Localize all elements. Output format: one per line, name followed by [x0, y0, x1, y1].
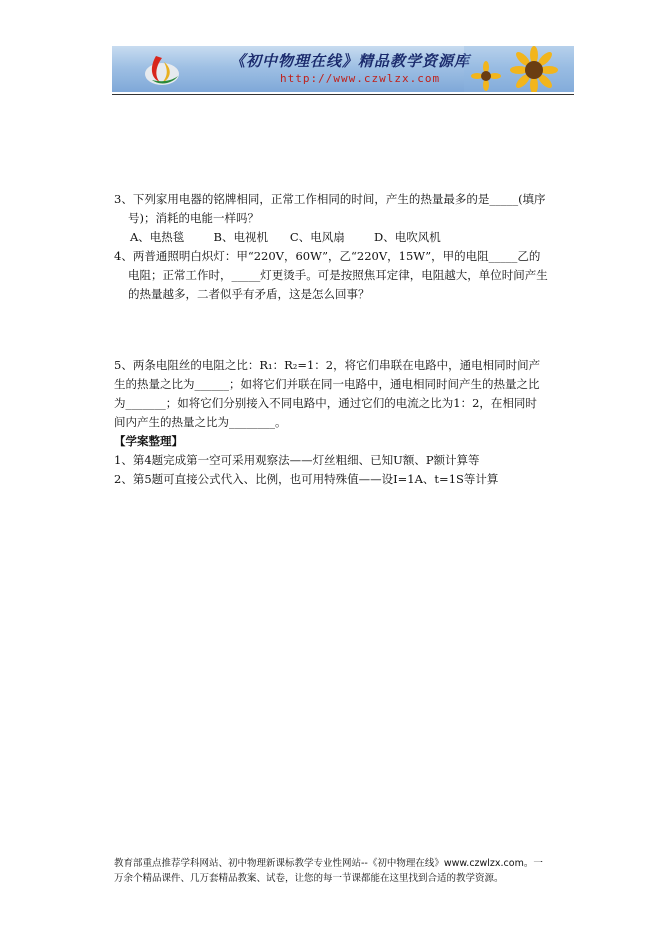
page-footer [114, 856, 554, 886]
question-4-line-1: 4、两普通照明白炽灯：甲“220V，60W”，乙“220V，15W”，甲的电阻_____乙的 [114, 249, 541, 263]
question-5-line-3: 为_______；如将它们分别接入不同电路中，通过它们的电流之比为1：2，在相同时 [114, 396, 537, 410]
worksheet-content [114, 190, 554, 489]
question-5-line-2: 生的热量之比为______；如将它们并联在同一电路中，通电相同时间产生的热量之比 [114, 377, 540, 391]
sunflower-icon [464, 46, 574, 92]
banner-title: 《初中物理在线》精品教学资源库 [230, 52, 471, 70]
question-3-line-1: 3、下列家用电器的铭牌相同，正常工作相同的时间，产生的热量最多的是_____(填序 [114, 192, 546, 206]
summary-item-1: 1、第4题完成第一空可采用观察法——灯丝粗细、已知U额、P额计算等 [114, 453, 480, 467]
answer-space [114, 304, 554, 356]
banner-url[interactable]: http://www.czwlzx.com [280, 72, 441, 85]
question-4-line-2: 电阻；正常工作时，_____灯更烫手。可是按照焦耳定律，电阻越大，单位时间产生 [128, 268, 548, 282]
question-5 [114, 356, 554, 432]
header-divider [112, 94, 574, 95]
summary-title: 【学案整理】 [114, 434, 183, 448]
footer-line-2: 万余个精品课件、几万套精品教案、试卷，让您的每一节课都能在这里找到合适的教学资源。 [114, 873, 504, 884]
question-3 [114, 190, 554, 228]
question-4-line-3: 的热量越多，二者似乎有矛盾，这是怎么回事？ [128, 287, 370, 301]
question-5-line-1: 5、两条电阻丝的电阻之比：R₁：R₂=1：2，将它们串联在电路中，通电相同时间产 [114, 358, 541, 372]
summary-item-2: 2、第5题可直接公式代入、比例，也可用特殊值——设I=1A、t=1S等计算 [114, 472, 499, 486]
question-3-options: A、电热毯 B、电视机 C、电风扇 D、电吹风机 [130, 230, 441, 244]
question-5-line-4: 间内产生的热量之比为________。 [114, 415, 287, 429]
question-4 [114, 247, 554, 304]
site-logo-icon [142, 52, 182, 88]
question-3-line-2: 号)；消耗的电能一样吗？ [128, 211, 259, 225]
header-banner [112, 46, 574, 92]
footer-line-1: 教育部重点推荐学科网站、初中物理新课标教学专业性网站--《初中物理在线》www.czwlzx.com。一 [114, 858, 543, 869]
